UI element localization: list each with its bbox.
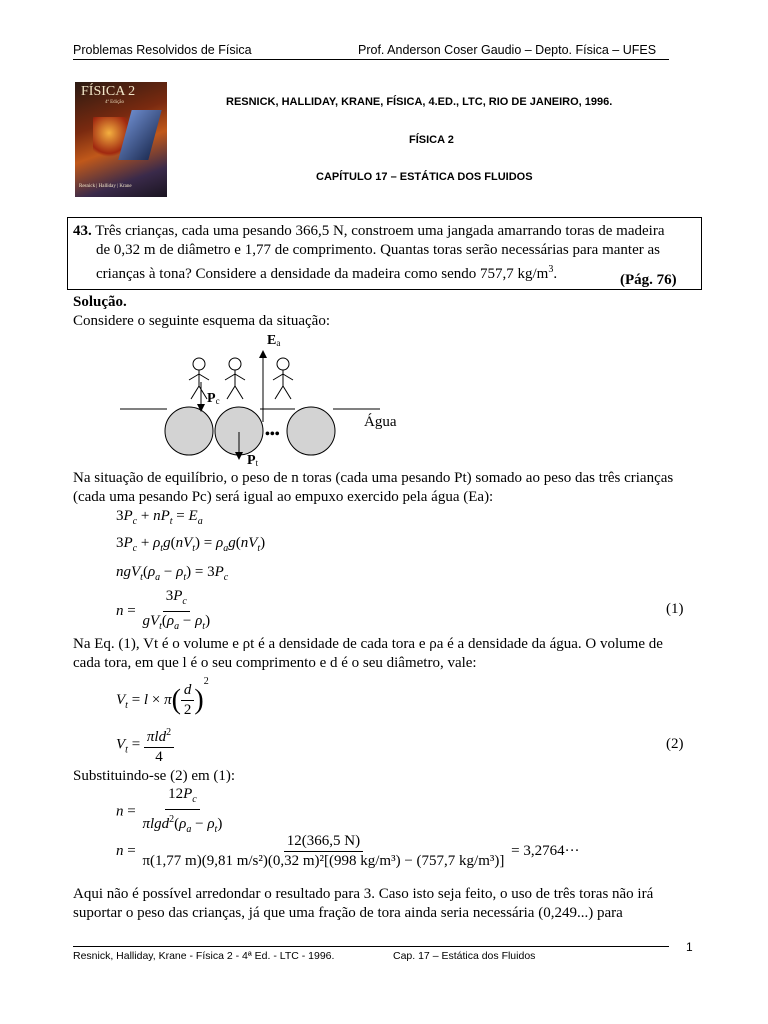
para2-line2: cada tora, em que l é o seu comprimento e d é o seu diâmetro, vale:: [73, 655, 477, 671]
problem-number: 43.: [73, 223, 92, 239]
para3-line2: suportar o peso das crianças, já que uma fração de tora ainda seria necessária (0,249...) para: [73, 905, 623, 921]
header-right: Prof. Anderson Coser Gaudio – Depto. Física – UFES: [358, 43, 657, 57]
cover-title: FÍSICA 2: [81, 84, 136, 99]
equation-n: n = $\frac{3P_c}{gV_t(\rho_a - \rho_t)}$: [116, 588, 211, 632]
header-rule: [73, 59, 669, 60]
para1-line2: (cada uma pesando Pc) será igual ao empuxo exercido pela água (Ea):: [73, 489, 494, 505]
footer-center: Cap. 17 – Estática dos Fluidos: [393, 950, 536, 962]
footer-left: Resnick, Halliday, Krane - Física 2 - 4ª Ed. - LTC - 1996.: [73, 950, 335, 962]
raft-diagram: [115, 330, 415, 468]
equation-rearranged: $ngV_t(\rho_a - \rho_t) = 3P_c$: [116, 564, 229, 583]
log-3: [287, 407, 335, 455]
chapter-title: CAPÍTULO 17 – ESTÁTICA DOS FLUIDOS: [316, 171, 533, 183]
numeric-denominator: π(1,77 m)(9,81 m/s²)(0,32 m)²[(998 kg/m³) − (757,7 kg/m³)]: [142, 853, 505, 869]
equation-volume-1: $V_t = l \times \pi$( $\frac{d}{2}$ )$^2$: [116, 676, 209, 719]
book-volume: FÍSICA 2: [409, 134, 454, 146]
footer-rule: [73, 946, 669, 947]
child-1: [189, 358, 209, 399]
numeric-numerator: 12(366,5 N): [284, 833, 363, 852]
equation-volume-2: $V_t$ = $\frac{\pi ld^2}{4}$: [116, 724, 174, 766]
solution-heading: Solução.: [73, 294, 127, 310]
equation-1-number: (1): [666, 601, 684, 617]
header-left: Problemas Resolvidos de Física: [73, 43, 252, 57]
book-reference: RESNICK, HALLIDAY, KRANE, FÍSICA, 4.ED., LTC, RIO DE JANEIRO, 1996.: [226, 96, 613, 108]
solution-intro: Considere o seguinte esquema da situação:: [73, 313, 331, 329]
substitution-text: Substituindo-se (2) em (1):: [73, 768, 236, 784]
log-1: [165, 407, 213, 455]
problem-line-3: crianças à tona? Considere a densidade da madeira como sendo 757,7 $kg/m^3$.: [96, 264, 558, 282]
equation-expanded: $3P_c + \rho_tg(nV_t) = \rho_ag(nV_t)$: [116, 535, 266, 554]
page-number: 1: [686, 940, 693, 954]
equation-numeric: n = $\frac{12(366,5 N)}{\text{π(1,77 m)(9,81 m/s²)(0,32 m)²[(998 kg/m³) − (757,7 kg/m³)]}}$ = 3,2764···: [116, 833, 580, 869]
label-ea: Ea: [267, 333, 281, 348]
problem-text-2: de 0,32 m de diâmetro e 1,77 de comprimento. Quantas toras serão necessárias para manter as: [96, 242, 660, 258]
equation-2-number: (2): [666, 736, 684, 752]
para2-line1: Na Eq. (1), Vt é o volume e ρt é a densidade de cada tora e ρa é a densidade da água. O volume de: [73, 636, 663, 652]
label-water: Água: [364, 414, 397, 430]
ellipsis-logs: •••: [265, 427, 280, 442]
equation-n-substituted: n = $\frac{12P_c}{\pi\lg d^2(\rho_a - \rho_t)}$: [116, 786, 223, 835]
child-2: [225, 358, 245, 399]
book-cover-image: [75, 82, 167, 197]
equation-equilibrium: $3P_c + nP_t = E_a$: [116, 508, 203, 527]
problem-line-1: [73, 222, 664, 241]
child-3: [273, 358, 293, 399]
para3-line1: Aqui não é possível arredondar o resultado para 3. Caso isto seja feito, o uso de três toras não irá: [73, 886, 654, 902]
numeric-result: = 3,2764···: [511, 842, 580, 859]
label-pc: Pc: [207, 391, 220, 406]
page-reference: (Pág. 76): [620, 272, 677, 288]
cover-authors: Resnick | Halliday | Krane: [79, 184, 132, 189]
cover-edition: 4ª Edição: [105, 100, 125, 105]
label-pt: Pt: [247, 453, 259, 468]
para1-line1: Na situação de equilíbrio, o peso de n toras (cada uma pesando Pt) somado ao peso das três crianças: [73, 470, 674, 486]
problem-text-1: Três crianças, cada uma pesando 366,5 N, constroem uma jangada amarrando toras de madeira: [95, 223, 665, 239]
